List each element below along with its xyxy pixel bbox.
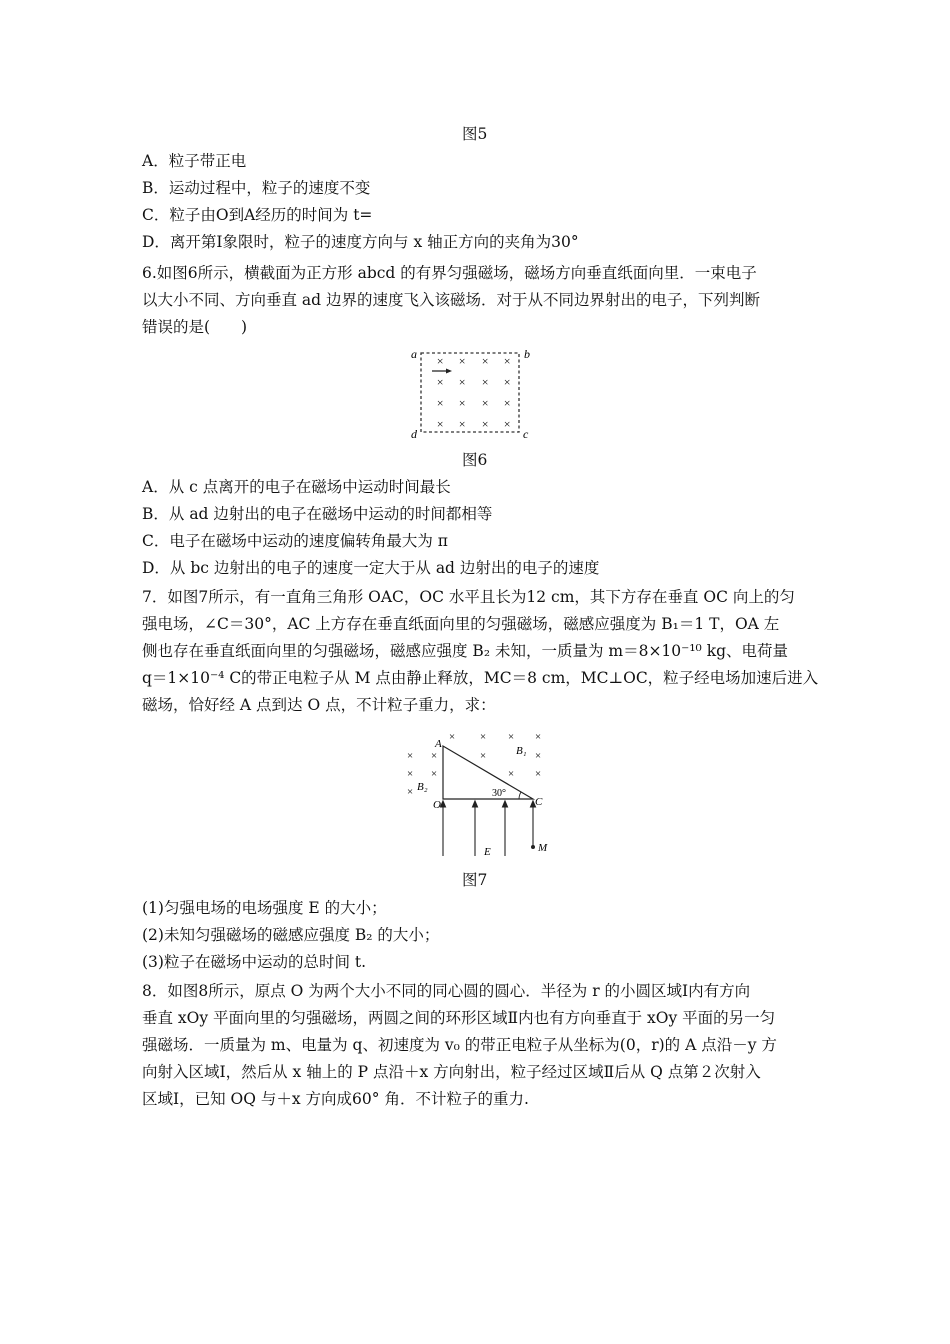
q6-option-d: D．从 bc 边射出的电子的速度一定大于从 ad 边射出的电子的速度: [142, 559, 600, 577]
field-x-mark: ×: [507, 768, 515, 780]
q6-stem-line-2: 以大小不同、方向垂直 ad 边界的速度飞入该磁场．对于从不同边界射出的电子，下列判断: [142, 291, 761, 309]
q7-stem-line-2: 强电场，∠C＝30°，AC 上方存在垂直纸面向里的匀强磁场，磁感应强度为 B₁＝1 T，OA 左: [142, 615, 780, 633]
field-x-mark: ×: [534, 768, 542, 780]
label-o: O: [433, 799, 441, 811]
angle-c-arc: [519, 792, 521, 799]
electron-velocity-arrow: [432, 369, 452, 374]
q7-part-2: (2)未知匀强磁场的磁感应强度 B₂ 的大小；: [142, 926, 440, 944]
q5-option-d: D．离开第Ⅰ象限时，粒子的速度方向与 x 轴正方向的夹角为30°: [142, 233, 579, 251]
field-x-mark: ×: [430, 750, 438, 762]
field-x-mark: ×: [502, 375, 512, 389]
figure-6-diagram: [410, 344, 540, 444]
q6-stem-line-1: 6.如图6所示，横截面为正方形 abcd 的有界匀强磁场，磁场方向垂直纸面向里．一束电子: [142, 264, 757, 282]
field-x-mark: ×: [507, 731, 515, 743]
label-m: M: [538, 842, 548, 854]
field-x-mark: ×: [502, 417, 512, 431]
label-c: C: [535, 796, 543, 808]
field-x-mark: ×: [502, 396, 512, 410]
point-m: [531, 845, 535, 849]
q8-stem-line-5: 区域Ⅰ，已知 OQ 与＋x 方向成60° 角．不计粒子的重力.: [142, 1090, 529, 1108]
field-x-mark: ×: [406, 786, 414, 798]
corner-label-a: a: [411, 347, 417, 361]
label-e: E: [484, 846, 491, 858]
field-x-mark: ×: [457, 396, 467, 410]
field-x-mark: ×: [457, 375, 467, 389]
field-x-mark: ×: [435, 354, 445, 368]
q8-stem-line-1: 8．如图8所示，原点 O 为两个大小不同的同心圆的圆心．半径为 r 的小圆区域Ⅰ内有方向: [142, 982, 751, 1000]
q6-option-c: C．电子在磁场中运动的速度偏转角最大为 π: [142, 532, 448, 550]
q7-stem-line-1: 7．如图7所示，有一直角三角形 OAC，OC 水平且长为12 cm，其下方存在垂直 OC 向上的匀: [142, 588, 795, 606]
q6-option-a: A．从 c 点离开的电子在磁场中运动时间最长: [142, 478, 451, 496]
q7-part-1: (1)匀强电场的电场强度 E 的大小；: [142, 899, 387, 917]
q8-stem-line-3: 强磁场．一质量为 m、电量为 q、初速度为 v₀ 的带正电粒子从坐标为(0，r)的 A 点沿－y 方: [142, 1036, 777, 1054]
figure-7-caption: 图7: [462, 871, 488, 889]
field-x-mark: ×: [430, 768, 438, 780]
field-x-mark: ×: [480, 354, 490, 368]
label-a: A: [435, 738, 442, 750]
field-x-mark: ×: [502, 354, 512, 368]
corner-label-d: d: [411, 427, 417, 441]
label-b2: B₂: [417, 781, 428, 793]
angle-label-30: 30°: [492, 788, 506, 799]
q6-option-b: B．从 ad 边射出的电子在磁场中运动的时间都相等: [142, 505, 493, 523]
field-x-mark: ×: [457, 417, 467, 431]
q8-stem-line-2: 垂直 xOy 平面向里的匀强磁场，两圆之间的环形区域Ⅱ内也有方向垂直于 xOy 平面的另一匀: [142, 1009, 776, 1027]
field-x-mark: ×: [457, 354, 467, 368]
label-b1: B₁: [516, 745, 527, 757]
q5-option-b: B．运动过程中，粒子的速度不变: [142, 179, 371, 197]
field-x-mark: ×: [479, 731, 487, 743]
q5-option-c: C．粒子由O到A经历的时间为 t=: [142, 206, 373, 224]
field-x-mark: ×: [480, 375, 490, 389]
field-x-mark: ×: [435, 417, 445, 431]
figure-7-diagram: [395, 725, 565, 865]
q7-stem-line-3: 侧也存在垂直纸面向里的匀强磁场，磁感应强度 B₂ 未知，一质量为 m＝8×10⁻¹⁰ kg、电荷量: [142, 642, 789, 660]
field-x-mark: ×: [480, 417, 490, 431]
magnetic-field-b1-marks: [448, 731, 541, 780]
field-x-mark: ×: [406, 768, 414, 780]
figure-5-caption: 图5: [462, 125, 488, 143]
figure-6-caption: 图6: [462, 451, 488, 469]
field-x-mark: ×: [448, 731, 456, 743]
corner-label-b: b: [524, 347, 530, 361]
magnetic-field-marks: [436, 354, 511, 431]
q7-part-3: (3)粒子在磁场中运动的总时间 t.: [142, 953, 367, 971]
corner-label-c: c: [523, 427, 529, 441]
field-x-mark: ×: [480, 396, 490, 410]
field-x-mark: ×: [534, 750, 542, 762]
q7-stem-line-5: 磁场，恰好经 A 点到达 O 点，不计粒子重力，求：: [142, 696, 496, 714]
q6-stem-line-3: 错误的是( ): [142, 318, 248, 336]
field-x-mark: ×: [406, 750, 414, 762]
q8-stem-line-4: 向射入区域Ⅰ，然后从 x 轴上的 P 点沿＋x 方向射出，粒子经过区域Ⅱ后从 Q 点第２次射入: [142, 1063, 761, 1081]
q5-option-a: A．粒子带正电: [142, 152, 247, 170]
field-x-mark: ×: [435, 396, 445, 410]
q7-stem-line-4: q＝1×10⁻⁴ C的带正电粒子从 M 点由静止释放，MC＝8 cm，MC⊥OC，粒子经电场加速后进入: [142, 669, 819, 687]
field-x-mark: ×: [435, 375, 445, 389]
field-x-mark: ×: [534, 731, 542, 743]
field-x-mark: ×: [479, 750, 487, 762]
